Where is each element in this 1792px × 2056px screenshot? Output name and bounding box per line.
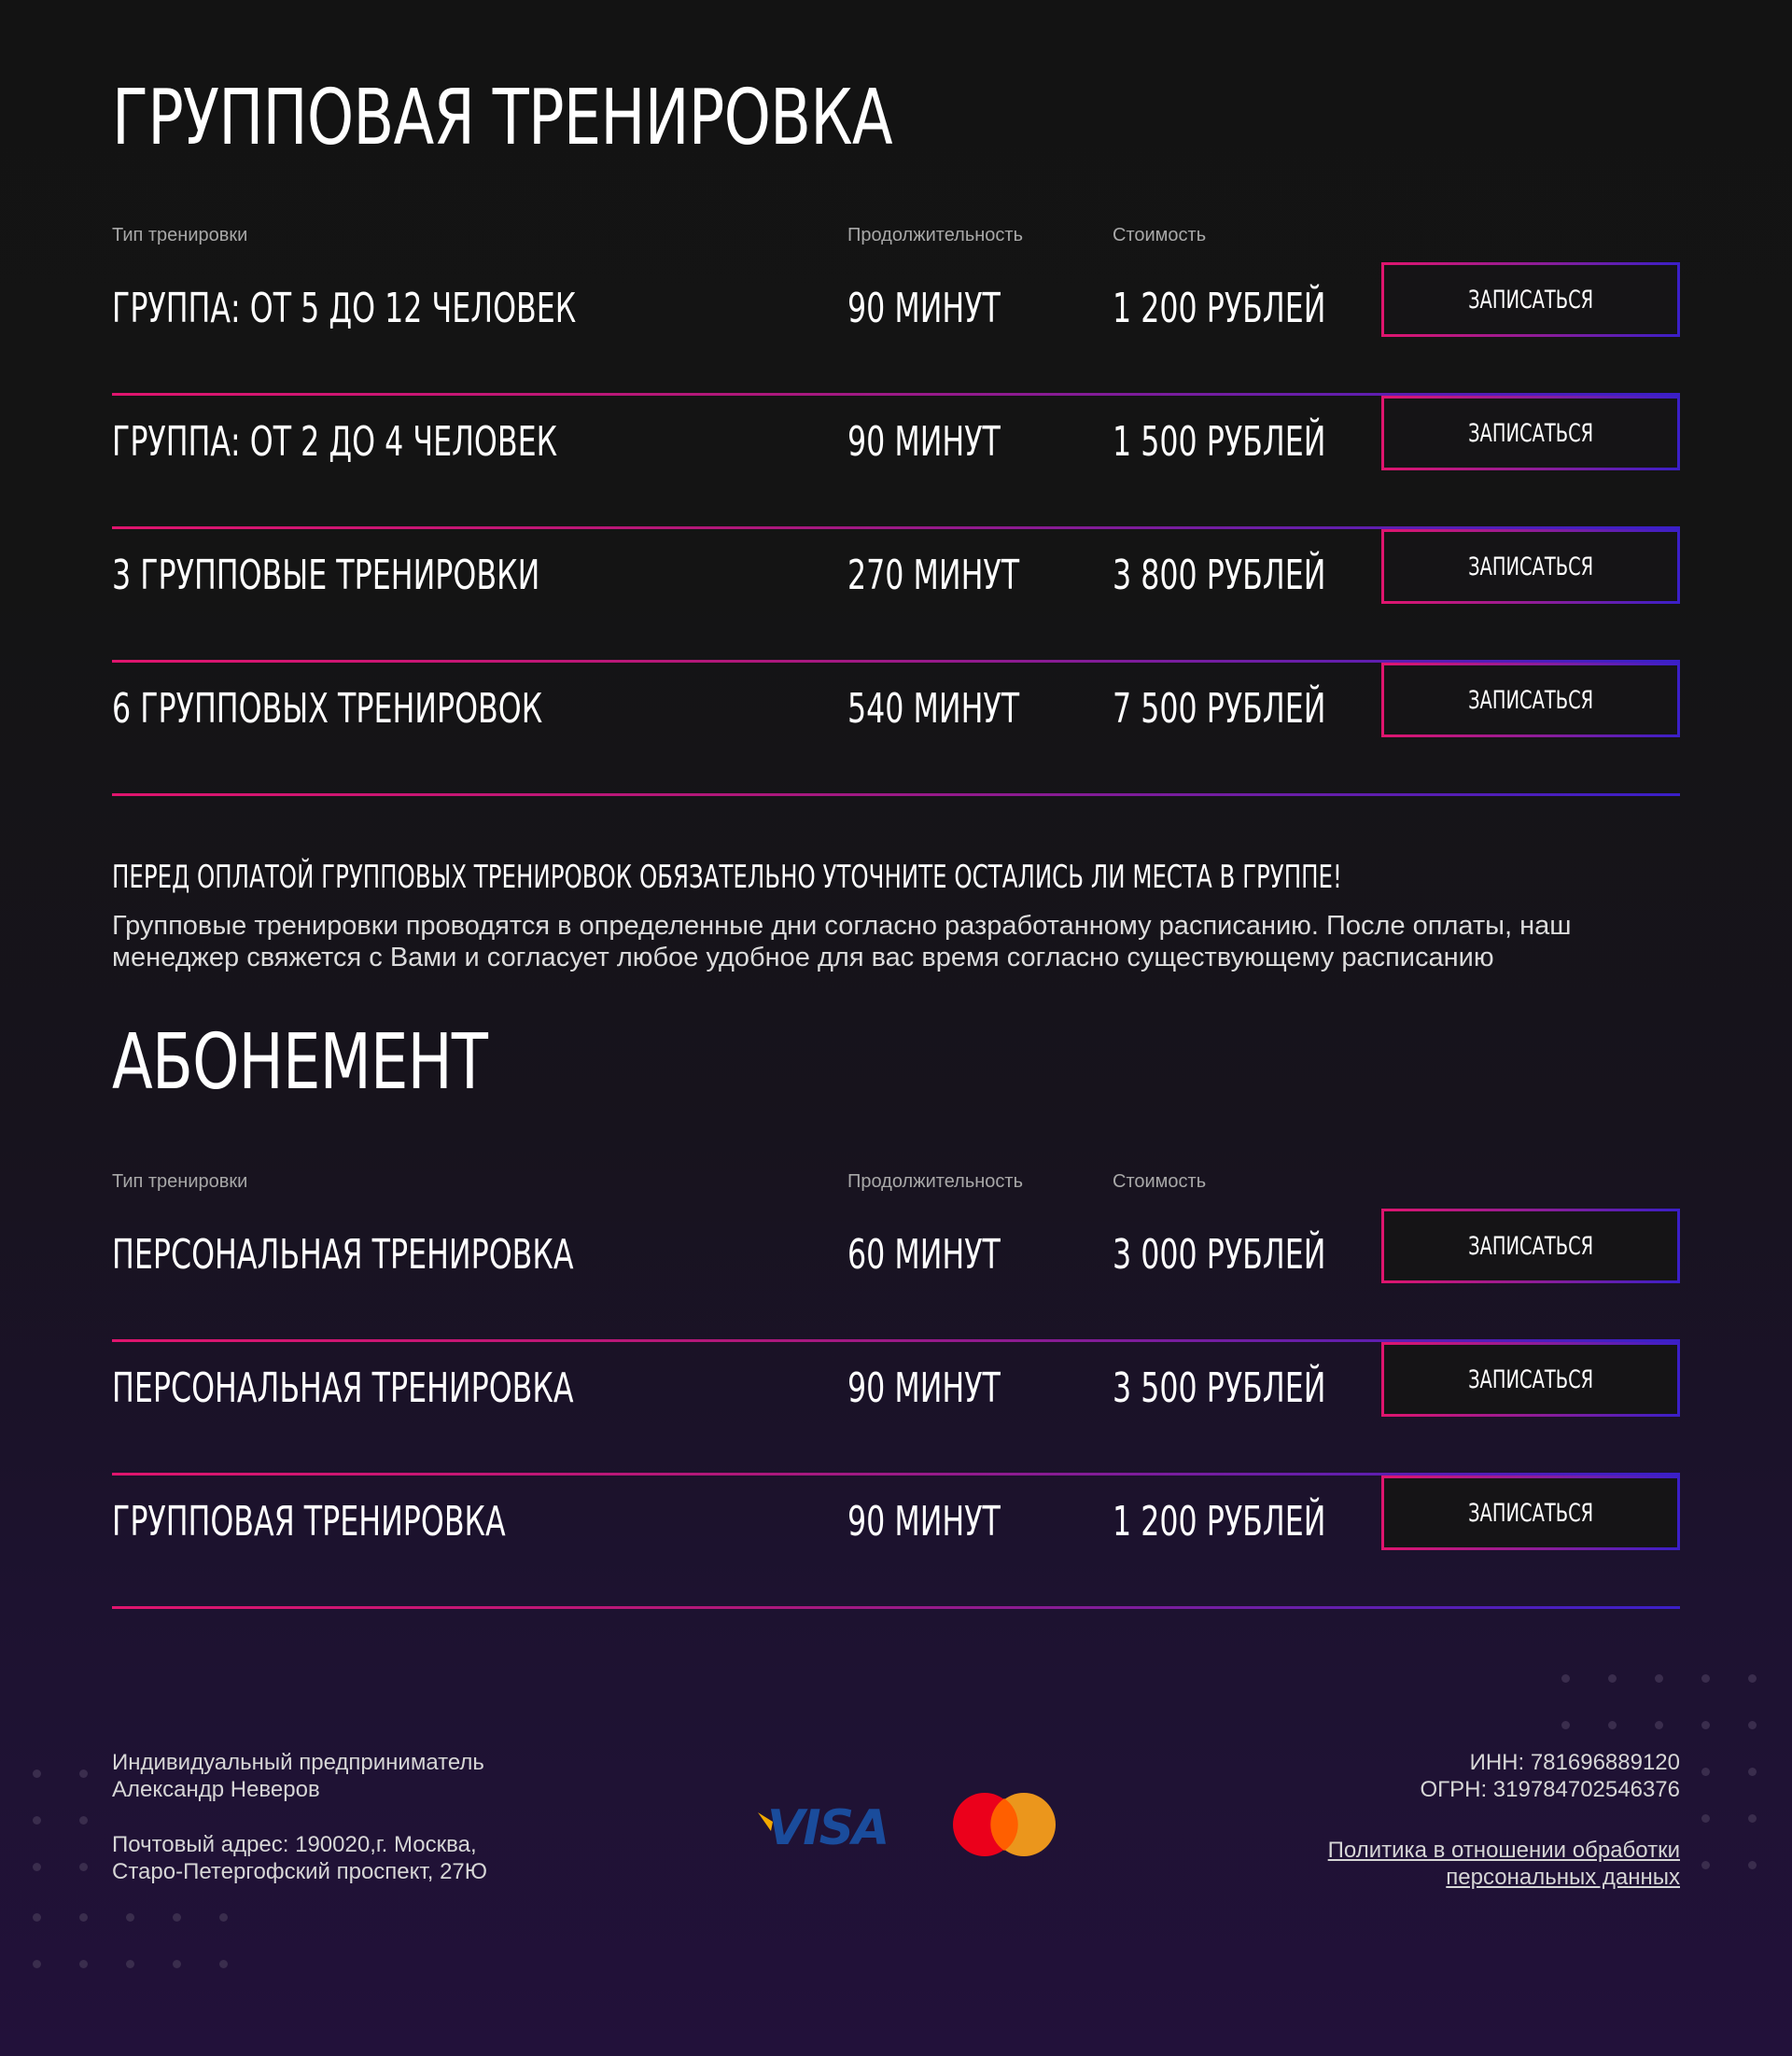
policy-link-line[interactable]: персональных данных [1446, 1865, 1680, 1890]
row-type: ПЕРСОНАЛЬНАЯ ТРЕНИРОВКА [112, 1231, 574, 1279]
decorative-dot [33, 1863, 41, 1871]
row-duration: 270 МИНУТ [847, 552, 1020, 599]
header-price: Стоимость [1113, 225, 1207, 245]
decorative-dot [1748, 1768, 1757, 1776]
owner-name: Александр Неверов [112, 1777, 320, 1802]
row-price: 1 200 РУБЛЕЙ [1113, 1498, 1326, 1545]
footer-legal [1420, 1749, 1680, 1803]
table-row [112, 1342, 1680, 1476]
group-notice [112, 861, 1680, 973]
signup-button[interactable] [1381, 1209, 1680, 1283]
decorative-dot [1701, 1721, 1710, 1729]
row-type: ГРУППОВАЯ ТРЕНИРОВКА [112, 1498, 506, 1545]
row-divider [112, 793, 1680, 796]
header-duration: Продолжительность [847, 1171, 1023, 1192]
subscription-section [112, 1018, 1680, 1609]
row-price: 3 000 РУБЛЕЙ [1113, 1231, 1326, 1279]
visa-logo-icon [754, 1799, 889, 1852]
visa-label: VISA [767, 1800, 889, 1852]
row-duration: 540 МИНУТ [847, 685, 1020, 733]
decorative-dot [219, 1960, 228, 1968]
inn: ИНН: 781696889120 [1469, 1750, 1680, 1775]
row-duration: 60 МИНУТ [847, 1231, 1001, 1279]
subscription-table [112, 1209, 1680, 1609]
signup-button[interactable] [1381, 1476, 1680, 1550]
signup-button[interactable] [1381, 396, 1680, 470]
decorative-dot [1701, 1814, 1710, 1823]
decorative-dot [173, 1960, 181, 1968]
decorative-dot [1655, 1721, 1663, 1729]
decorative-dot [1748, 1674, 1757, 1683]
signup-button-label: ЗАПИСАТЬСЯ [1467, 1364, 1594, 1394]
header-type: Тип тренировки [112, 1171, 248, 1192]
decorative-dot [79, 1960, 88, 1968]
row-price: 3 800 РУБЛЕЙ [1113, 552, 1326, 599]
decorative-dot [1561, 1674, 1570, 1683]
row-type: 3 ГРУППОВЫЕ ТРЕНИРОВКИ [112, 552, 540, 599]
decorative-dot [126, 1960, 134, 1968]
row-price: 1 200 РУБЛЕЙ [1113, 285, 1326, 332]
row-price: 1 500 РУБЛЕЙ [1113, 418, 1326, 466]
header-type: Тип тренировки [112, 225, 248, 245]
decorative-dot [126, 1913, 134, 1922]
decorative-dot [1701, 1861, 1710, 1869]
decorative-dot [1608, 1674, 1617, 1683]
table-row [112, 1209, 1680, 1342]
decorative-dot [1608, 1721, 1617, 1729]
policy-link-line[interactable]: Политика в отношении обработки [1327, 1838, 1680, 1863]
decorative-dot [33, 1816, 41, 1825]
signup-button[interactable] [1381, 663, 1680, 737]
table-row [112, 262, 1680, 396]
footer-address [112, 1831, 487, 1885]
notice-text: Групповые тренировки проводятся в определенные дни согласно разработанному расписанию. После оплаты, наш менеджер свяжется с Вами и согласует любое удобное для вас время согласно существующему расписанию [112, 911, 1572, 972]
decorative-dot [1748, 1814, 1757, 1823]
signup-button-label: ЗАПИСАТЬСЯ [1467, 285, 1594, 315]
decorative-dot [1655, 1674, 1663, 1683]
decorative-dot [173, 1913, 181, 1922]
header-price: Стоимость [1113, 1171, 1207, 1192]
decorative-dot [219, 1913, 228, 1922]
decorative-dot [1701, 1768, 1710, 1776]
decorative-dot [1561, 1721, 1570, 1729]
row-duration: 90 МИНУТ [847, 285, 1001, 332]
decorative-dot [79, 1863, 88, 1871]
owner-line: Индивидуальный предприниматель [112, 1750, 484, 1775]
signup-button-label: ЗАПИСАТЬСЯ [1467, 1231, 1594, 1261]
row-duration: 90 МИНУТ [847, 418, 1001, 466]
row-type: 6 ГРУППОВЫХ ТРЕНИРОВОК [112, 685, 543, 733]
signup-button-label: ЗАПИСАТЬСЯ [1467, 1498, 1594, 1528]
row-divider [112, 1606, 1680, 1609]
privacy-policy-link[interactable] [1328, 1837, 1680, 1891]
address-line: Почтовый адрес: 190020,г. Москва, [112, 1832, 477, 1857]
signup-button-label: ЗАПИСАТЬСЯ [1467, 418, 1594, 448]
decorative-dot [33, 1769, 41, 1778]
table-row [112, 396, 1680, 529]
group-section-title: ГРУППОВАЯ ТРЕНИРОВКА [112, 74, 892, 162]
table-row [112, 1476, 1680, 1609]
signup-button[interactable] [1381, 262, 1680, 337]
decorative-dot [79, 1816, 88, 1825]
decorative-dot [1748, 1861, 1757, 1869]
notice-title: ПЕРЕД ОПЛАТОЙ ГРУППОВЫХ ТРЕНИРОВОК ОБЯЗАТЕЛЬНО УТОЧНИТЕ ОСТАЛИСЬ ЛИ МЕСТА В ГРУППЕ! [112, 859, 1342, 896]
subscription-section-title: АБОНЕМЕНТ [112, 1018, 488, 1107]
signup-button-label: ЗАПИСАТЬСЯ [1467, 685, 1594, 715]
footer-owner [112, 1749, 484, 1803]
row-duration: 90 МИНУТ [847, 1498, 1001, 1545]
row-duration: 90 МИНУТ [847, 1364, 1001, 1412]
group-section [112, 74, 1680, 973]
decorative-dot [1701, 1674, 1710, 1683]
signup-button[interactable] [1381, 529, 1680, 604]
decorative-dot [79, 1913, 88, 1922]
header-duration: Продолжительность [847, 225, 1023, 245]
ogrn: ОГРН: 319784702546376 [1420, 1777, 1680, 1802]
decorative-dot [33, 1960, 41, 1968]
subscription-table-header [112, 1171, 1680, 1209]
row-price: 3 500 РУБЛЕЙ [1113, 1364, 1326, 1412]
group-table-header [112, 225, 1680, 262]
signup-button[interactable] [1381, 1342, 1680, 1417]
table-row [112, 663, 1680, 796]
decorative-dot [79, 1769, 88, 1778]
signup-button-label: ЗАПИСАТЬСЯ [1467, 552, 1594, 581]
table-row [112, 529, 1680, 663]
row-price: 7 500 РУБЛЕЙ [1113, 685, 1326, 733]
row-type: ГРУППА: ОТ 2 ДО 4 ЧЕЛОВЕК [112, 418, 558, 466]
row-type: ПЕРСОНАЛЬНАЯ ТРЕНИРОВКА [112, 1364, 574, 1412]
address-line: Старо-Петергофский проспект, 27Ю [112, 1859, 488, 1884]
decorative-dot [1748, 1721, 1757, 1729]
group-table [112, 262, 1680, 796]
row-type: ГРУППА: ОТ 5 ДО 12 ЧЕЛОВЕК [112, 285, 577, 332]
mastercard-logo-icon [952, 1792, 1057, 1857]
decorative-dot [33, 1913, 41, 1922]
